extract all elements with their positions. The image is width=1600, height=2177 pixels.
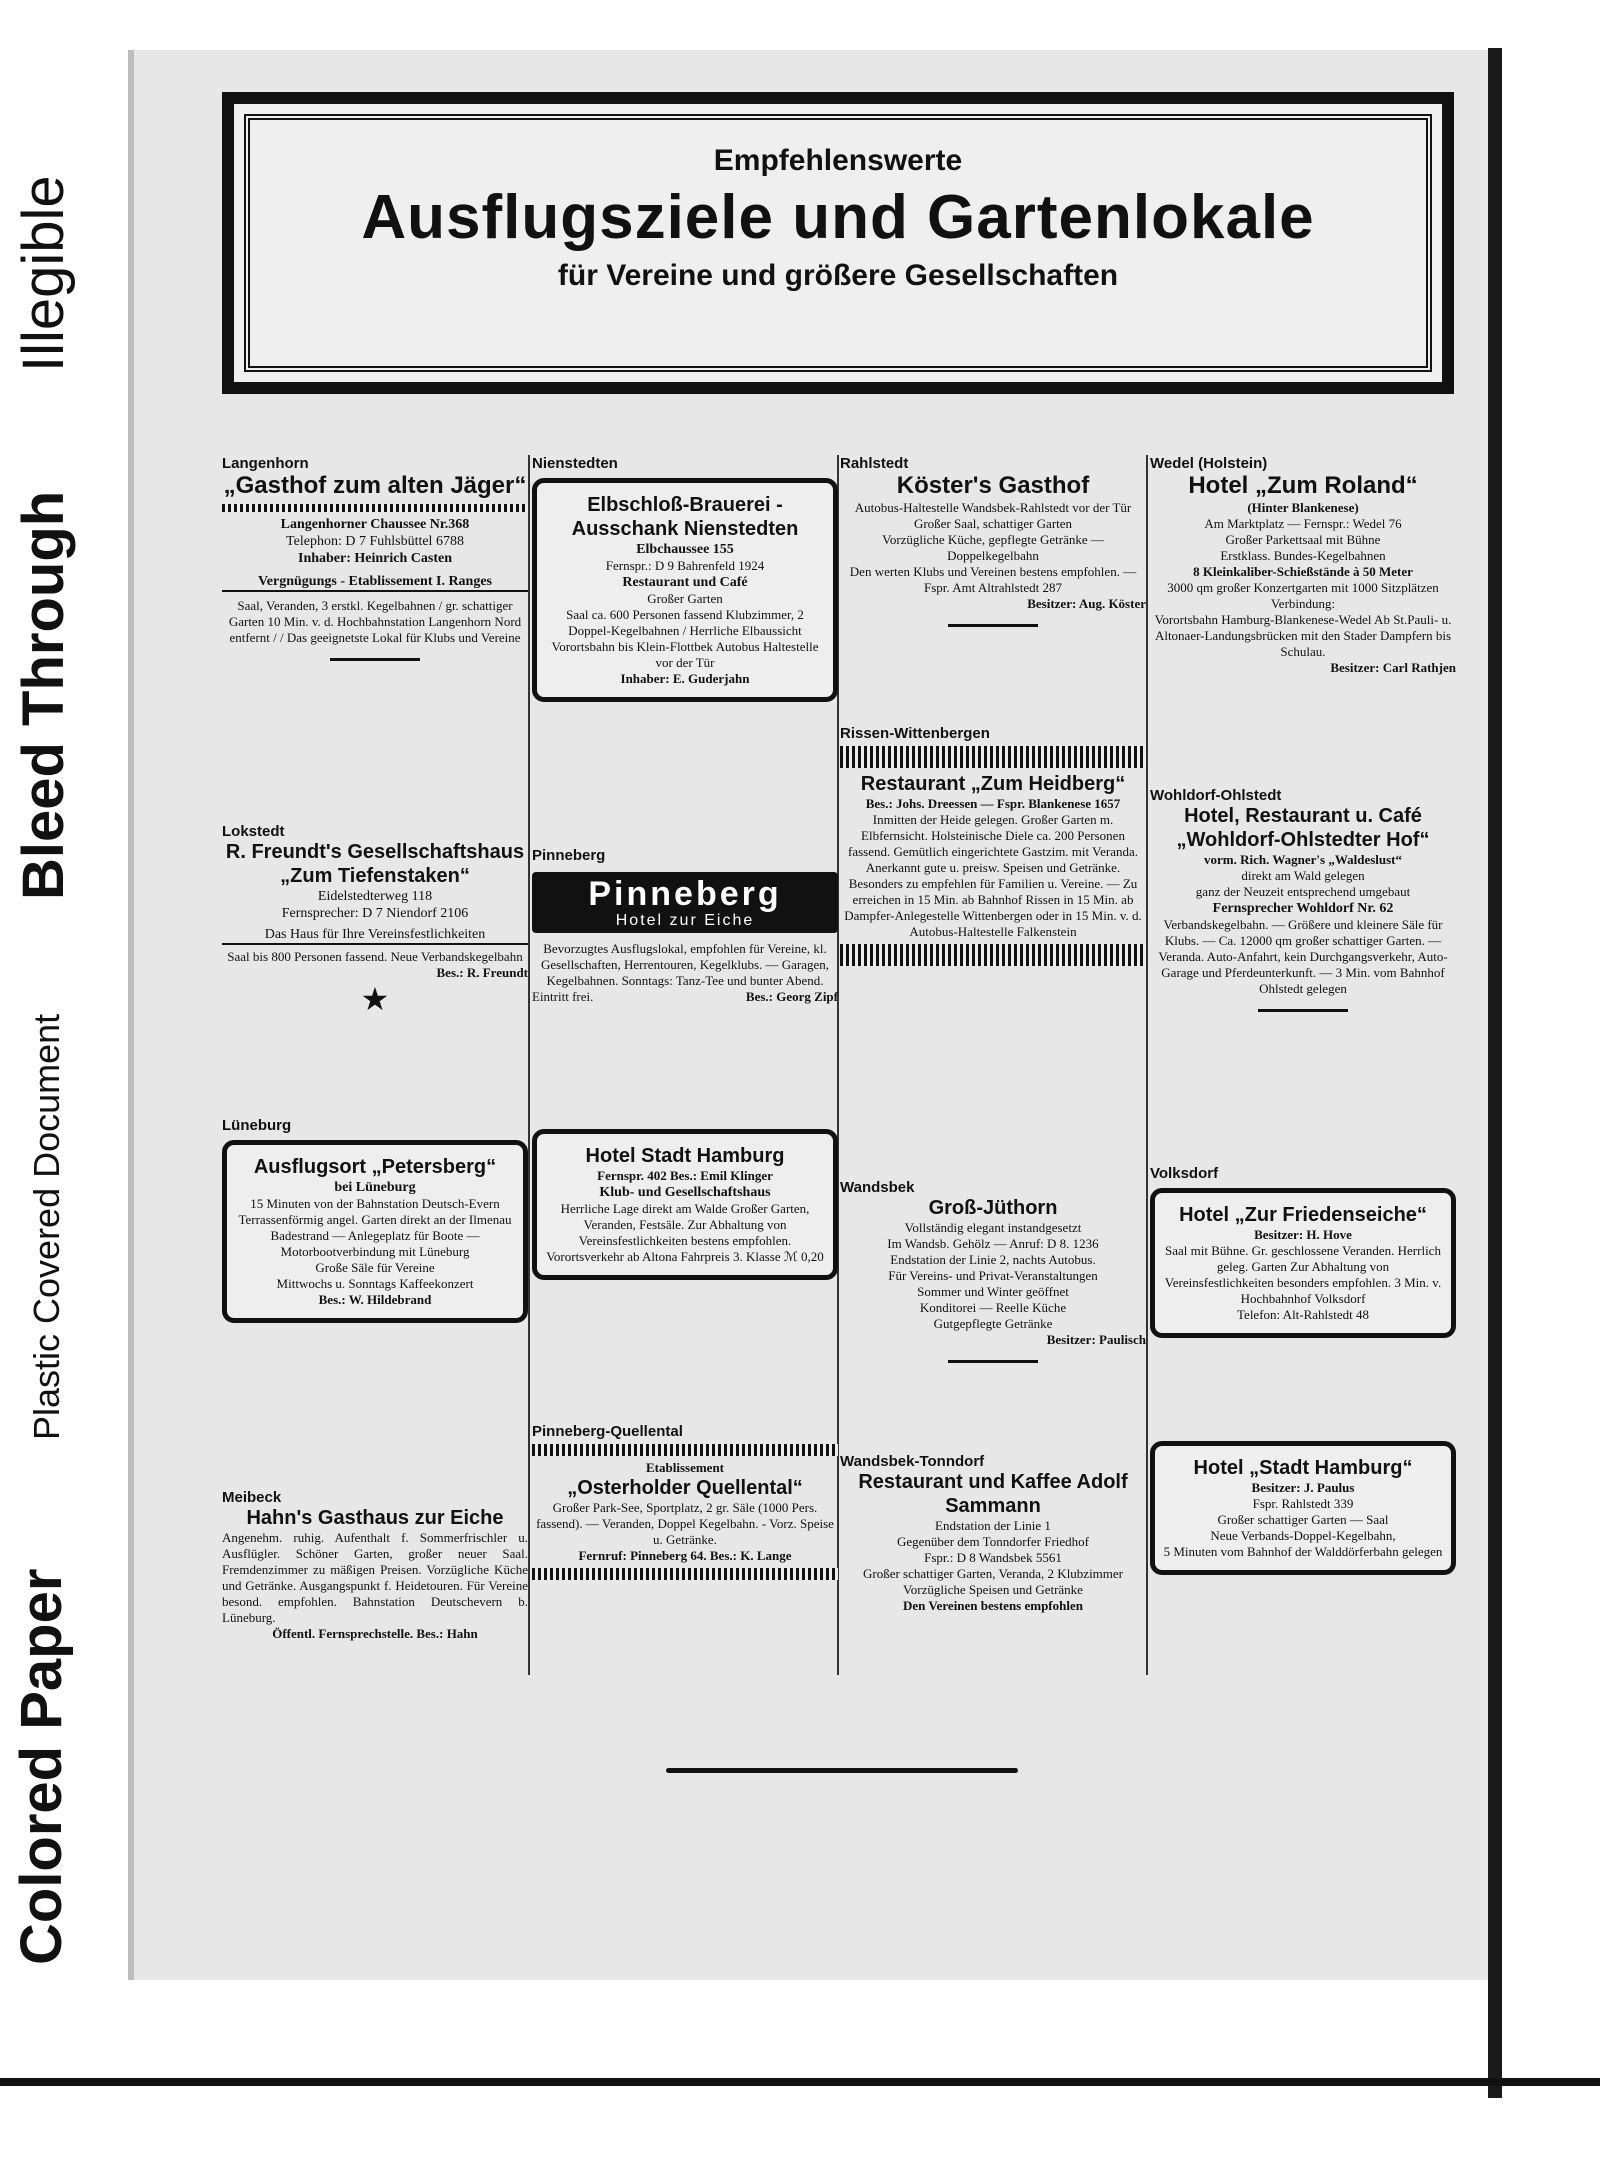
ad-signature: Bes.: W. Hildebrand xyxy=(318,1292,432,1307)
ad-text: Saal bis 800 Personen fassend. Neue Verbandskegelbahn xyxy=(227,949,523,964)
ad-address: Elbchaussee 155 xyxy=(636,542,734,557)
ad-text: 5 Minuten vom Bahnhof der Walddörferbahn gelegen xyxy=(1163,1544,1443,1559)
ad-address: Eidelstedterweg 118 xyxy=(317,889,433,904)
ad-wandsbek xyxy=(840,1179,1146,1375)
ad-sub: Großer Garten xyxy=(647,591,723,606)
label-colored-paper: Colored Paper xyxy=(9,1568,74,1965)
ad-signature: Besitzer: Paulisch xyxy=(1046,1332,1146,1347)
header-title: Ausflugsziele und Gartenlokale xyxy=(361,183,1315,252)
ad-rahlstedt xyxy=(840,455,1146,639)
ad-text: Großer Parkettsaal mit Bühne xyxy=(1225,532,1381,547)
place-label: Wedel (Holstein) xyxy=(1150,455,1268,472)
ad-name: Köster's Gasthof xyxy=(896,472,1090,499)
column-1 xyxy=(222,455,528,1675)
ad-tag: Das Haus für Ihre Vereinsfestlichkeiten xyxy=(222,926,528,945)
ad-tag: Vergnügungs - Etablissement I. Ranges xyxy=(222,573,528,592)
ad-nienstedten xyxy=(532,455,838,702)
header-subtitle: für Vereine und größere Gesellschaften xyxy=(557,259,1119,292)
ad-text: direkt am Wald gelegen xyxy=(1241,868,1365,883)
place-label: Wandsbek-Tonndorf xyxy=(840,1453,985,1470)
ad-name: Hotel „Zur Friedenseiche“ xyxy=(1179,1204,1427,1226)
ad-tonndorf xyxy=(840,1453,1146,1614)
place-label: Lüneburg xyxy=(222,1117,292,1134)
ad-lokstedt xyxy=(222,823,528,1018)
ad-volksdorf xyxy=(1150,1165,1456,1338)
ad-text: Mittwochs u. Sonntags Kaffeekonzert xyxy=(276,1276,474,1291)
place-label: Lokstedt xyxy=(222,823,285,840)
ad-tag: Restaurant und Café xyxy=(622,575,748,590)
ad-wohldorf xyxy=(1150,787,1456,1024)
ad-quellental xyxy=(532,1423,838,1584)
ad-text: Verbindung: xyxy=(1270,596,1336,611)
ad-text: Für Vereins- und Privat-Veranstaltungen xyxy=(888,1268,1098,1283)
ad-sub: (Hinter Blankenese) xyxy=(1247,500,1359,515)
side-label-strip xyxy=(0,0,120,2100)
column-divider xyxy=(1146,455,1148,1675)
column-3 xyxy=(840,455,1146,1675)
ad-phone: Fernsprecher Wohldorf Nr. 62 xyxy=(1212,901,1394,916)
column-4 xyxy=(1150,455,1456,1675)
ad-owner: Besitzer: J. Paulus xyxy=(1251,1480,1355,1495)
ad-text: Verbandskegelbahn. — Größere und kleinere Säle für Klubs. — Ca. 12000 qm großer schattiger Garten. — Veranda. Auto-Anfahrt, kein Durchgangsverkehr, Auto-Garage und Pferdeunterkunft. — 3 Min. vom Bahnhof Ohlstedt gelegen xyxy=(1158,917,1448,996)
ad-pinneberg xyxy=(532,847,838,1005)
ad-name: Hahn's Gasthaus zur Eiche xyxy=(246,1507,504,1529)
place-label: Pinneberg-Quellental xyxy=(532,1423,683,1440)
ad-text: Autobus-Haltestelle Wandsbek-Rahlstedt vor der Tür xyxy=(854,500,1132,515)
ad-owner: Besitzer: H. Hove xyxy=(1254,1227,1352,1242)
star-icon: ★ xyxy=(360,981,390,1017)
ad-entry: Eintritt frei. xyxy=(532,989,594,1004)
ad-wedel xyxy=(1150,455,1456,676)
ad-name: Elbschloß-Brauerei - Ausschank Nienstedten xyxy=(571,494,799,540)
separator xyxy=(1258,1009,1348,1012)
ad-text: Saal ca. 600 Personen fassend Klubzimmer, 2 Doppel-Kegelbahnen / Herrliche Elbaussicht Vorortsbahn bis Klein-Flottbek Autobus Haltestelle vor der Tür xyxy=(551,607,819,670)
ad-name: Ausflugsort „Petersberg“ xyxy=(253,1156,497,1178)
ad-text: Badestrand — Anlegeplatz für Boote — Motorbootverbindung mit Lüneburg xyxy=(270,1228,480,1259)
ad-lueneburg xyxy=(222,1117,528,1323)
ad-text: ganz der Neuzeit entsprechend umgebaut xyxy=(1195,884,1411,899)
ad-text: Vorzügliche Küche, gepflegte Getränke — Doppelkegelbahn xyxy=(882,532,1104,563)
ad-name: R. Freundt's Gesellschaftshaus „Zum Tiefenstaken“ xyxy=(225,841,525,887)
ornament-rule xyxy=(840,746,1146,768)
ad-owner: Inhaber: Heinrich Casten xyxy=(298,551,452,566)
ad-text: Gutgepflegte Getränke xyxy=(933,1316,1053,1331)
ad-phone: Fspr. Rahlstedt 339 xyxy=(1252,1496,1354,1511)
place-label: Rissen-Wittenbergen xyxy=(840,725,990,742)
ad-signature: Besitzer: Aug. Köster xyxy=(1027,596,1146,611)
ad-text: Inmitten der Heide gelegen. Großer Garten m. Elbfernsicht. Holsteinische Diele ca. 200 Personen fassend. Gemütlich eingerichtete Gastzim. mit Veranda. Anerkannt gute u. preisw. Speisen und Getränke. Besonders zu empfehlen für Familien u. Vereine. — Zu erreichen in 15 Min. ab Bahnhof Rissen in 15 Min. ab Dampfer-Anlegestelle Wittenbergen oder in 15 Min. v. d. Autobus-Haltestelle Falkenstein xyxy=(844,812,1142,939)
ornament-rule xyxy=(532,1444,838,1456)
ad-sub: Etablissement xyxy=(646,1460,724,1475)
place-label: Langenhorn xyxy=(222,455,309,472)
ad-langenhorn xyxy=(222,455,528,673)
page-header xyxy=(222,92,1454,394)
footer-rule xyxy=(666,1768,1018,1773)
ad-address: Langenhorner Chaussee Nr.368 xyxy=(280,517,470,532)
ad-owner: Bes.: Johs. Dreessen — Fspr. Blankenese 1657 xyxy=(865,796,1121,811)
ad-name: „Gasthof zum alten Jäger“ xyxy=(223,472,527,499)
label-illegible: Illegible xyxy=(11,175,76,372)
ad-name: Restaurant „Zum Heidberg“ xyxy=(860,773,1126,795)
ornament-rule xyxy=(532,1568,838,1580)
place-label: Volksdorf xyxy=(1150,1165,1219,1182)
ad-text: Fspr.: D 8 Wandsbek 5561 xyxy=(924,1550,1062,1565)
ad-text: Vollständig elegant instandgesetzt xyxy=(904,1220,1082,1235)
ad-text: 3000 qm großer Konzertgarten mit 1000 Sitzplätzen xyxy=(1167,580,1439,595)
ad-signature: Öffentl. Fernsprechstelle. Bes.: Hahn xyxy=(272,1626,478,1641)
ad-text: Herrliche Lage direkt am Walde Großer Garten, Veranden, Festsäle. Zur Abhaltung von Vereinsfestlichkeiten bestens empfohlen. xyxy=(560,1201,810,1248)
place-label: Rahlstedt xyxy=(840,455,909,472)
ad-phone: Fernsprecher: D 7 Niendorf 2106 xyxy=(281,906,469,921)
ad-signature: Besitzer: Carl Rathjen xyxy=(1330,660,1456,675)
ad-sub: vorm. Rich. Wagner's „Waldeslust“ xyxy=(1203,852,1403,867)
ad-text: Endstation der Linie 2, nachts Autobus. xyxy=(890,1252,1096,1267)
ad-tag: Klub- und Gesellschaftshaus xyxy=(599,1185,771,1200)
place-label: Nienstedten xyxy=(532,455,618,472)
ad-text: Am Marktplatz — Fernspr.: Wedel 76 xyxy=(1204,516,1402,531)
column-divider xyxy=(528,455,530,1675)
ad-hotel-stadt-hamburg-pinneberg xyxy=(532,1123,838,1280)
bottom-edge xyxy=(0,2078,1600,2086)
ad-phone: Telefon: Alt-Rahlstedt 48 xyxy=(1237,1307,1369,1322)
place-label: Wohldorf-Ohlstedt xyxy=(1150,787,1282,804)
ad-text: Saal mit Bühne. Gr. geschlossene Veranden. Herrlich geleg. Garten Zur Abhaltung von Vereinsfestlichkeiten besonders empfohlen. 3 Min. v. Hochbahnhof Volksdorf xyxy=(1164,1243,1442,1306)
ad-text: 15 Minuten von der Bahnstation Deutsch-Evern xyxy=(250,1196,500,1211)
ad-name: Groß-Jüthorn xyxy=(928,1197,1058,1219)
place-label: Meibeck xyxy=(222,1489,282,1506)
ad-text: Den Vereinen bestens empfohlen xyxy=(903,1598,1083,1613)
header-small: Empfehlenswerte xyxy=(713,144,963,177)
ad-text: Sommer und Winter geöffnet xyxy=(917,1284,1069,1299)
ad-text: Großer Saal, schattiger Garten xyxy=(913,516,1073,531)
ad-text: Gegenüber dem Tonndorfer Friedhof xyxy=(897,1534,1089,1549)
label-plastic-covered: Plastic Covered Document xyxy=(26,1013,67,1440)
ad-text: Großer schattiger Garten — Saal xyxy=(1217,1512,1389,1527)
column-2 xyxy=(532,455,838,1675)
ad-text: Großer schattiger Garten, Veranda, 2 Klubzimmer xyxy=(862,1566,1124,1581)
ad-signature: Bes.: Georg Zipf xyxy=(745,989,838,1004)
ad-meibeck xyxy=(222,1489,528,1642)
ornament-rule xyxy=(840,944,1146,966)
ad-text: Vorortsbahn Hamburg-Blankenese-Wedel Ab St.Pauli- u. Altonaer-Landungsbrücken mit den Stader Dampfern bis Schulau. xyxy=(1154,612,1452,659)
ad-signature: Bes.: R. Freundt xyxy=(436,965,528,980)
ad-phone: Telephon: D 7 Fuhlsbüttel 6788 xyxy=(286,534,464,549)
ad-text: 8 Kleinkaliber-Schießstände à 50 Meter xyxy=(1193,564,1413,579)
ad-name: Hotel Stadt Hamburg xyxy=(585,1145,785,1167)
ad-text: Konditorei — Reelle Küche xyxy=(919,1300,1067,1315)
ad-phone: Fernspr.: D 9 Bahrenfeld 1924 xyxy=(605,558,765,573)
ad-text: Vorzügliche Speisen und Getränke xyxy=(903,1582,1083,1597)
ad-phone: Fernspr. 402 Bes.: Emil Klinger xyxy=(597,1168,773,1183)
ad-name: Hotel, Restaurant u. Café „Wohldorf-Ohlstedter Hof“ xyxy=(1176,805,1430,851)
ad-text: Bevorzugtes Ausflugslokal, empfohlen für Vereine, kl. Gesellschaften, Herrentouren, Kegelklubs. — Garagen, Kegelbahnen. Sonntags: Tanz-Tee und bunter Abend. xyxy=(540,941,830,988)
ad-text: Große Säle für Vereine xyxy=(315,1260,435,1275)
ad-text: Erstklass. Bundes-Kegelbahnen xyxy=(1220,548,1386,563)
separator xyxy=(330,658,420,661)
ad-sub: bei Lüneburg xyxy=(334,1180,416,1195)
ad-text: Endstation der Linie 1 xyxy=(935,1518,1051,1533)
ad-name: „Osterholder Quellental“ xyxy=(567,1477,803,1499)
separator xyxy=(948,1360,1038,1363)
ad-name: Hotel „Zum Roland“ xyxy=(1188,472,1418,499)
ad-text: Angenehm. ruhig. Aufenthalt f. Sommerfrischler u. Ausflügler. Schöner Garten, großer neuer Saal. Fremdenzimmer zu mäßigen Preisen. Vorzügliche Küche und Getränke. Ausgangspunkt f. Heidetouren. Für Vereine besond. empfohlen. Bahnstation Deutschevern b. Lüneburg. xyxy=(222,1530,528,1625)
label-bleed-through: Bleed Through xyxy=(11,490,76,900)
ad-text: Saal, Veranden, 3 erstkl. Kegelbahnen / gr. schattiger Garten 10 Min. v. d. Hochbahnstation Langenhorn Nord entfernt / / Das geeignetste Lokal für Klubs und Vereine xyxy=(228,598,522,645)
ad-name: Hotel „Stadt Hamburg“ xyxy=(1193,1457,1413,1479)
ad-text: Den werten Klubs und Vereinen bestens empfohlen. — Fspr. Amt Altrahlstedt 287 xyxy=(849,564,1137,595)
ad-text: Im Wandsb. Gehölz — Anruf: D 8. 1236 xyxy=(887,1236,1099,1251)
pinneberg-logo: Pinneberg Hotel zur Eiche xyxy=(532,872,838,933)
place-label: Wandsbek xyxy=(840,1179,915,1196)
ornament-rule xyxy=(222,504,528,512)
separator xyxy=(948,624,1038,627)
place-label: Pinneberg xyxy=(532,847,606,864)
ad-hotel-stadt-hamburg-rahlstedt xyxy=(1150,1435,1456,1575)
ad-text: Terrassenförmig angel. Garten direkt an der Ilmenau xyxy=(238,1212,512,1227)
ad-text: Neue Verbands-Doppel-Kegelbahn, xyxy=(1210,1528,1396,1543)
ad-text: Großer Park-See, Sportplatz, 2 gr. Säle (1000 Pers. fassend). — Veranden, Doppel Kegelbahn. - Vorz. Speise u. Getränke. xyxy=(536,1500,834,1547)
ad-signature: Inhaber: E. Guderjahn xyxy=(620,671,750,686)
ad-rissen xyxy=(840,725,1146,970)
ad-signature: Fernruf: Pinneberg 64. Bes.: K. Lange xyxy=(578,1548,792,1563)
page-edge xyxy=(1488,48,1502,2098)
ad-text: Vorortsverkehr ab Altona Fahrpreis 3. Klasse ℳ 0,20 xyxy=(546,1249,824,1264)
ad-name: Restaurant und Kaffee Adolf Sammann xyxy=(858,1471,1128,1517)
